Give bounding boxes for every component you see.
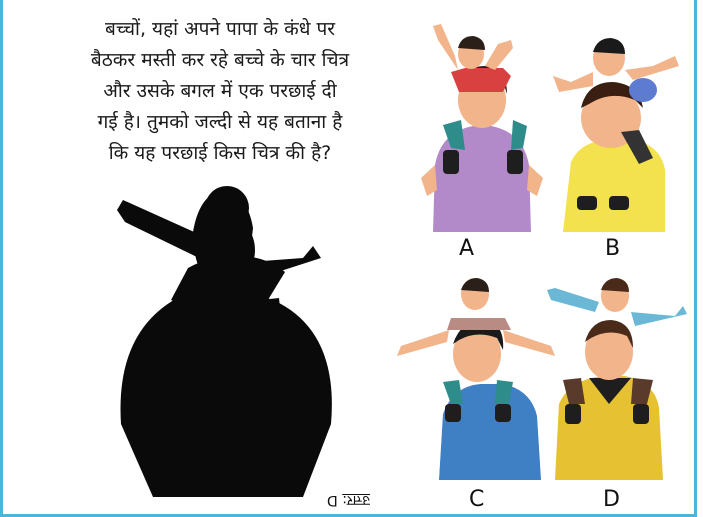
option-a-label: A <box>459 236 475 261</box>
option-a-illustration <box>421 24 543 232</box>
answer-value: D <box>327 492 338 508</box>
question-text: बच्चों, यहां अपने पापा के कंधे पर बैठकर मस्ती कर रहे बच्चे के चार चित्र और उसके बगल में एक परछाई दी गई है। तुमको जल्दी से यह बताना है कि यह परछाई किस चित्र की है? <box>90 18 350 164</box>
puzzle-illustrations <box>3 0 700 514</box>
answer-word: उत्तर: <box>342 492 371 508</box>
option-d-illustration <box>547 278 687 480</box>
option-d-label: D <box>603 487 620 512</box>
upside-down-answer <box>327 491 370 510</box>
option-b-illustration <box>553 38 679 232</box>
shadow-silhouette <box>117 186 332 497</box>
option-b-label: B <box>605 236 621 261</box>
option-c-illustration <box>397 278 555 480</box>
option-c-label: C <box>469 487 485 512</box>
